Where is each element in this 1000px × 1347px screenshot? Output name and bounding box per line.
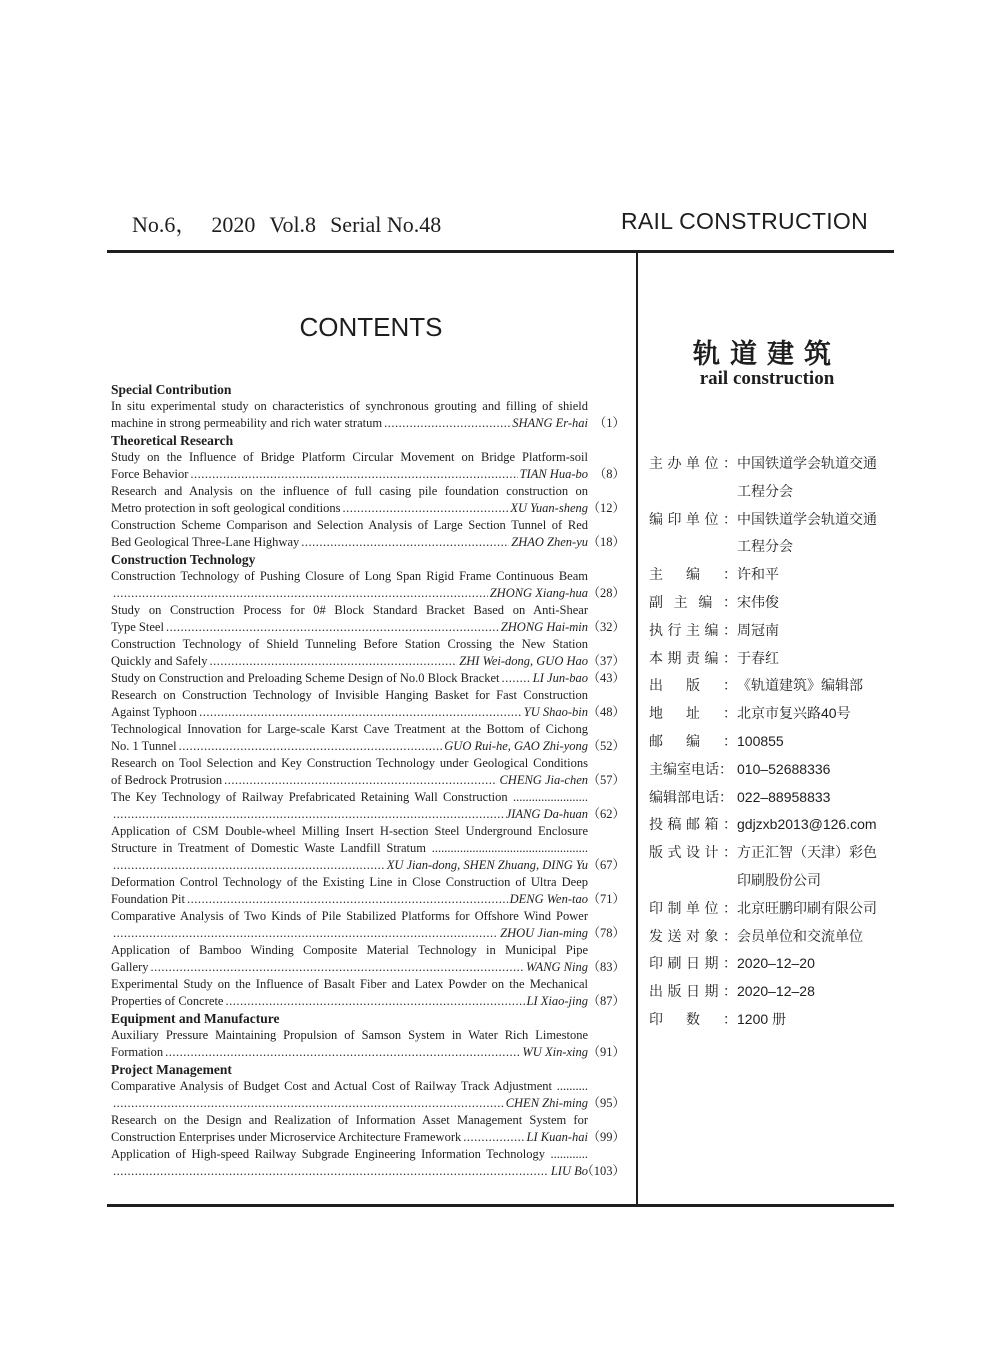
table-of-contents [111, 381, 625, 1180]
issue-serial: Serial No.48 [330, 212, 442, 237]
entry-page: （71） [587, 892, 625, 906]
info-label: 主 办 单 位 ： [649, 455, 737, 471]
entry-page: （103） [581, 1164, 625, 1178]
contents-title: CONTENTS [299, 312, 443, 342]
issue-number: No.6， [132, 212, 198, 237]
toc-entry[interactable] [111, 721, 625, 755]
info-label: 投 稿 邮 箱 ： [649, 816, 737, 833]
dot-leader [113, 806, 504, 823]
toc-entry[interactable] [111, 687, 625, 721]
entry-title-end: Force Behavior [111, 467, 189, 481]
info-label [649, 867, 737, 895]
entry-page: （8） [593, 467, 625, 481]
toc-entry[interactable] [111, 636, 625, 670]
entry-title-end: Formation [111, 1045, 164, 1059]
info-value: 会员单位和交流单位 [737, 927, 863, 944]
dot-leader [187, 891, 508, 908]
info-value: 010–52688336 [737, 760, 831, 777]
entry-title-end: machine in strong permeability and rich water stratum [111, 416, 383, 430]
entry-title-line: Construction Scheme Comparison and Selection Analysis of Large Section Tunnel of Red [111, 518, 588, 532]
entry-title-end: No. 1 Tunnel [111, 739, 177, 753]
section-heading: Equipment and Manufacture [111, 1011, 280, 1026]
info-value: 《轨道建筑》编辑部 [737, 677, 863, 694]
entry-title-line: Comparative Analysis of Two Kinds of Pile Stabilized Platforms for Offshore Wind Power [111, 909, 588, 923]
dot-leader [113, 1163, 549, 1180]
info-value: 宋伟俊 [737, 593, 779, 610]
info-row [649, 589, 894, 617]
dot-leader [384, 415, 510, 432]
info-label: 发 送 对 象 ： [649, 927, 737, 944]
dot-leader [166, 619, 499, 636]
info-label: 印 数 ： [649, 1010, 737, 1027]
info-value: 方正汇智（天津）彩色 [737, 844, 877, 861]
entry-author: WANG Ning [526, 960, 588, 974]
info-value: 北京市复兴路40号 [737, 705, 851, 722]
entry-page: （12） [587, 501, 625, 515]
entry-title-end: Quickly and Safely [111, 654, 208, 668]
toc-entry[interactable] [111, 823, 625, 874]
toc-entry[interactable] [111, 602, 625, 636]
entry-author: ZHAO Zhen-yu [511, 535, 588, 549]
entry-author: LI Xiao-jing [526, 994, 588, 1008]
info-row [649, 728, 894, 756]
info-label: 主 编 ： [649, 566, 737, 583]
dot-leader [179, 738, 443, 755]
dot-leader [150, 959, 524, 976]
entry-title-line: Research on Construction Technology of Invisible Hanging Basket for Fast Construction [111, 688, 588, 702]
toc-entry[interactable] [111, 670, 625, 687]
bottom-rule [107, 1204, 894, 1207]
entry-page: （62） [587, 807, 625, 821]
entry-author: ZHI Wei-dong, GUO Hao [459, 654, 588, 668]
info-value: 工程分会 [737, 538, 793, 555]
entry-title-end: Gallery [111, 960, 149, 974]
info-value: 2020–12–28 [737, 983, 815, 1000]
info-label: 编辑部电话： [649, 788, 733, 805]
entry-title-line: Comparative Analysis of Budget Cost and Actual Cost of Railway Track Adjustment .......... [111, 1079, 588, 1093]
entry-title-line: Auxiliary Pressure Maintaining Propulsion of Samson System in Water Rich Limestone [111, 1028, 588, 1042]
issue-year: 2020 [211, 212, 256, 237]
info-row [649, 811, 894, 839]
entry-author: LI Kuan-hai [526, 1130, 588, 1144]
entry-author: SHANG Er-hai [512, 416, 588, 430]
toc-entry[interactable] [111, 1146, 625, 1180]
entry-title-line: Research on Tool Selection and Key Construction Technology under Geological Conditions [111, 756, 588, 770]
entry-title-end: Metro protection in soft geological conditions [111, 501, 341, 515]
info-label [649, 533, 737, 561]
entry-author: TIAN Hua-bo [519, 467, 588, 481]
info-label: 副 主 编 ： [649, 593, 737, 610]
toc-entry[interactable] [111, 755, 625, 789]
info-label: 出 版 ： [649, 677, 737, 694]
info-row [649, 867, 894, 895]
toc-entry[interactable] [111, 908, 625, 942]
info-row [649, 533, 894, 561]
entry-title-line: Construction Technology of Pushing Closure of Long Span Rigid Frame Continuous Beam [111, 569, 588, 583]
entry-page: （87） [587, 994, 625, 1008]
entry-page: （95） [587, 1096, 625, 1110]
journal-title-cn: 轨道建筑 [693, 339, 841, 369]
info-row [649, 478, 894, 506]
entry-title-line: Application of High-speed Railway Subgrade Engineering Information Technology ............ [111, 1147, 588, 1161]
info-value: 许和平 [737, 566, 779, 583]
issue-volume: Vol.8 [269, 212, 317, 237]
entry-page: （52） [587, 739, 625, 753]
info-row [649, 450, 894, 478]
entry-title-line: Application of Bamboo Winding Composite Material Technology in Municipal Pipe [111, 943, 588, 957]
entry-author: CHEN Zhi-ming [505, 1096, 588, 1110]
info-value: 100855 [737, 732, 784, 749]
journal-title-en: rail construction [699, 368, 835, 389]
entry-title-end: Construction Enterprises under Microservice Architecture Framework [111, 1130, 462, 1144]
entry-author: YU Shao-bin [523, 705, 588, 719]
entry-author: CHENG Jia-chen [499, 773, 588, 787]
entry-author: ZHOU Jian-ming [500, 926, 588, 940]
entry-page: （43） [587, 671, 625, 685]
entry-page: （67） [587, 858, 625, 872]
section-heading: Project Management [111, 1062, 232, 1077]
toc-entry[interactable] [111, 874, 625, 908]
toc-entry[interactable] [111, 789, 625, 823]
info-value: 中国铁道学会轨道交通 [737, 455, 877, 471]
entry-page: （83） [587, 960, 625, 974]
info-row [649, 895, 894, 923]
entry-title-line: Experimental Study on the Influence of Basalt Fiber and Latex Powder on the Mechanical [111, 977, 588, 991]
entry-title-line: In situ experimental study on characteristics of synchronous grouting and filling of shield [111, 399, 588, 413]
entry-author: LIU Bo [550, 1164, 588, 1178]
masthead-info [649, 450, 894, 1034]
section-heading: Special Contribution [111, 382, 232, 397]
entry-title-end: Bed Geological Three-Lane Highway [111, 535, 300, 549]
entry-title-line: Construction Technology of Shield Tunneling Before Station Crossing the New Station [111, 637, 588, 651]
info-label: 印 刷 日 期 ： [649, 955, 737, 972]
entry-page: （48） [587, 705, 625, 719]
entry-title-end: Against Typhoon [111, 705, 198, 719]
toc-entry[interactable] [111, 976, 625, 1010]
entry-author: ZHONG Xiang-hua [489, 586, 588, 600]
info-value: 工程分会 [737, 482, 793, 499]
dot-leader [210, 653, 458, 670]
entry-author: XU Jian-dong, SHEN Zhuang, DING Yu [386, 858, 588, 872]
entry-page: （57） [587, 773, 625, 787]
issue-line [132, 208, 455, 239]
dot-leader [199, 704, 522, 721]
toc-entry[interactable] [111, 1112, 625, 1146]
top-rule [107, 250, 894, 253]
entry-title-end: Foundation Pit [111, 892, 185, 906]
column-divider [636, 252, 638, 1205]
entry-title-line: Study on the Influence of Bridge Platform Circular Movement on Bridge Platform-soil [111, 450, 588, 464]
info-label [649, 478, 737, 506]
dot-leader [165, 1044, 520, 1061]
entry-author: DENG Wen-tao [509, 892, 588, 906]
dot-leader [301, 534, 509, 551]
toc-entry[interactable] [111, 568, 625, 602]
info-row [649, 672, 894, 700]
info-row [649, 756, 894, 784]
dot-leader [342, 500, 508, 517]
dot-leader [225, 993, 524, 1010]
entry-page: （91） [587, 1045, 625, 1059]
info-row [649, 950, 894, 978]
entry-title-line: Research on the Design and Realization of Information Asset Management System for [111, 1113, 588, 1127]
info-label: 地 址 ： [649, 705, 737, 722]
dot-leader [224, 772, 497, 789]
entry-title-line: Study on Construction Process for 0# Block Standard Bracket Based on Anti-Shear [111, 603, 588, 617]
toc-entry[interactable] [111, 942, 625, 976]
entry-page: （78） [587, 926, 625, 940]
info-row [649, 506, 894, 534]
entry-author: ZHONG Hai-min [500, 620, 588, 634]
dot-leader [463, 1129, 524, 1146]
toc-entry[interactable] [111, 398, 625, 432]
entry-title-end: Properties of Concrete [111, 994, 224, 1008]
info-row [649, 978, 894, 1006]
entry-author: JIANG Da-huan [505, 807, 588, 821]
info-value: 于春红 [737, 649, 779, 666]
info-value: 印刷股份公司 [737, 871, 821, 888]
info-label: 邮 编 ： [649, 732, 737, 749]
dot-leader [190, 466, 517, 483]
entry-page: （1） [593, 416, 625, 430]
entry-author: WU Xin-xing [522, 1045, 588, 1059]
entry-page: （18） [587, 535, 625, 549]
entry-page: （37） [587, 654, 625, 668]
entry-page: （32） [587, 620, 625, 634]
entry-title-line: The Key Technology of Railway Prefabricated Retaining Wall Construction ........................ [111, 790, 588, 804]
dot-leader [113, 925, 498, 942]
info-row [649, 784, 894, 812]
journal-name-header: RAIL CONSTRUCTION [620, 208, 868, 234]
info-value: 中国铁道学会轨道交通 [737, 510, 877, 527]
dot-leader [501, 670, 530, 687]
info-row [649, 617, 894, 645]
info-value: 周冠南 [737, 621, 779, 638]
info-label: 执 行 主 编 ： [649, 621, 737, 638]
entry-title-line: Technological Innovation for Large-scale Karst Cave Treatment at the Bottom of Cichong [111, 722, 588, 736]
entry-author: GUO Rui-he, GAO Zhi-yong [444, 739, 588, 753]
info-row [649, 645, 894, 673]
info-label: 版 式 设 计 ： [649, 844, 737, 861]
dot-leader [113, 857, 385, 874]
toc-entry[interactable] [111, 1078, 625, 1112]
info-value: 北京旺鹏印刷有限公司 [737, 899, 877, 916]
section-heading: Construction Technology [111, 552, 256, 567]
info-label: 出 版 日 期 ： [649, 983, 737, 1000]
info-label: 编 印 单 位 ： [649, 510, 737, 527]
info-label: 印 制 单 位 ： [649, 899, 737, 916]
toc-entry[interactable] [111, 449, 625, 483]
info-value: 1200 册 [737, 1010, 787, 1027]
info-value: 022–88958833 [737, 788, 831, 805]
entry-title-end: of Bedrock Protrusion [111, 773, 223, 787]
section-heading: Theoretical Research [111, 433, 234, 448]
info-row [649, 1006, 894, 1034]
entry-title-end: Study on Construction and Preloading Scheme Design of No.0 Block Bracket [111, 671, 500, 685]
entry-page: （99） [587, 1130, 625, 1144]
dot-leader [113, 585, 488, 602]
info-value: 2020–12–20 [737, 955, 815, 972]
toc-entry[interactable] [111, 517, 625, 551]
info-row [649, 839, 894, 867]
info-label: 本 期 责 编 ： [649, 649, 737, 666]
toc-entry[interactable] [111, 1027, 625, 1061]
entry-title-line: Deformation Control Technology of the Existing Line in Close Construction of Ultra Deep [111, 875, 588, 889]
info-row [649, 923, 894, 951]
entry-author: XU Yuan-sheng [510, 501, 588, 515]
entry-title-line: Research and Analysis on the influence of full casing pile foundation construction on [111, 484, 588, 498]
entry-title-line: Application of CSM Double-wheel Milling Insert H-section Steel Underground Enclosure [111, 824, 588, 838]
entry-author: LI Jun-bao [532, 671, 588, 685]
info-value: gdjzxb2013@126.com [737, 816, 877, 833]
toc-entry[interactable] [111, 483, 625, 517]
info-row [649, 561, 894, 589]
entry-title-end: Type Steel [111, 620, 164, 634]
info-label: 主编室电话： [649, 760, 733, 777]
entry-title-line: Structure in Treatment of Domestic Waste Landfill Stratum .................................................. [111, 841, 588, 855]
entry-page: （28） [587, 586, 625, 600]
dot-leader [113, 1095, 504, 1112]
info-row [649, 700, 894, 728]
